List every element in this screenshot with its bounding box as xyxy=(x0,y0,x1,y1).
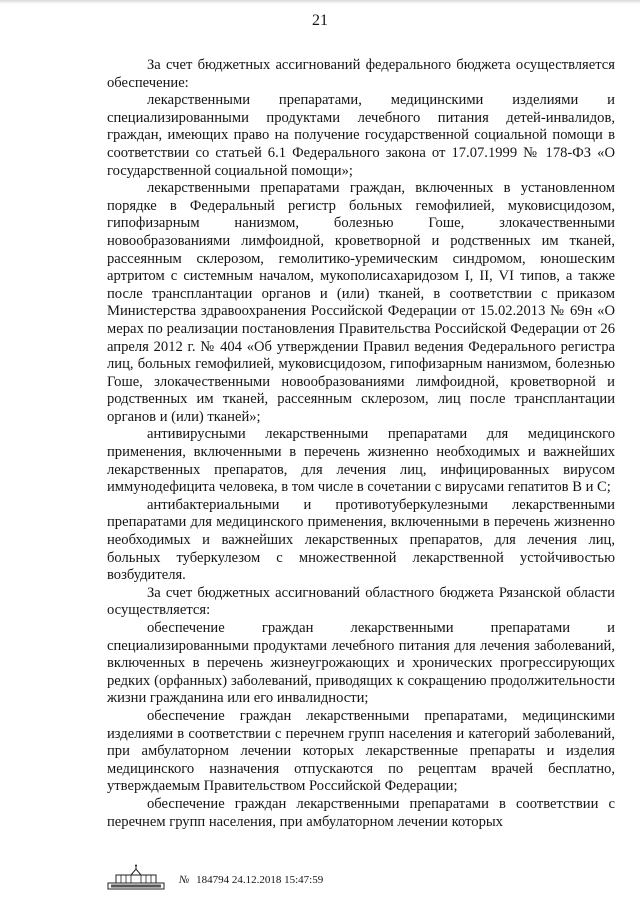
paragraph: обеспечение граждан лекарственными препаратами в соответствии с перечнем групп населения, при амбулаторном лечении которых xyxy=(107,795,615,830)
page-number: 21 xyxy=(312,12,328,29)
document-registration-stamp xyxy=(179,874,323,886)
kremlin-building-logo-icon xyxy=(107,864,165,890)
paragraph: обеспечение граждан лекарственными препаратами и специализированными продуктами лечебного питания для лечения заболеваний, включенных в перечень жизнеугрожающих и хронических прогрессирующих редких (орфанных) заболеваний, приводящих к сокращению продолжительности жизни гражданина или его инвалидности; xyxy=(107,620,615,707)
paragraph: лекарственными препаратами граждан, включенных в установленном порядке в Федеральный регистр больных гемофилией, муковисцидозом, гипофизарным нанизмом, болезнью Гоше, злокачественными новообразованиями лимфоидной, кроветворной и родственных им тканей, рассеянным склерозом, гемолитико-уремическим синдромом, юношеским артритом с системным началом, мукополисахаридозом I, II, VI типов, а также после трансплантации органов и (или) тканей, в соответствии с приказом Министерства здравоохранения Российской Федерации от 15.02.2013 № 69н «О мерах по реализации постановления Правительства Российской Федерации от 26 апреля 2012 г. № 404 «Об утверждении Правил ведения Федерального регистра лиц, больных гемофилией, муковисцидозом, гипофизарным нанизмом, болезнью Гоше, злокачественными новообразованиями лимфоидной, кроветворной и родственных им тканей, рассеянным склерозом, лиц после трансплантации органов и (или) тканей»; xyxy=(107,180,615,425)
document-body xyxy=(107,57,615,831)
paragraph: антивирусными лекарственными препаратами для медицинского применения, включенными в перечень жизненно необходимых и важнейших лекарственных препаратов, для лечения лиц, инфицированных вирусом иммунодефицита человека, в том числе в сочетании с вирусами гепатитов B и C; xyxy=(107,426,615,496)
document-footer xyxy=(107,860,323,890)
scan-top-edge xyxy=(0,0,640,4)
document-datetime: 24.12.2018 15:47:59 xyxy=(231,874,324,886)
document-number: 184794 xyxy=(196,874,230,886)
paragraph: обеспечение граждан лекарственными препаратами, медицинскими изделиями в соответствии с перечнем групп населения и категорий заболеваний, при амбулаторном лечении которых лекарственные препараты и изделия медицинского назначения отпускаются по рецептам врачей бесплатно, утверждаемым Правительством Российской Федерации; xyxy=(107,707,615,795)
paragraph: лекарственными препаратами, медицинскими изделиями и специализированными продуктами лечебного питания детей-инвалидов, граждан, имеющих право на получение государственной социальной помощи в соответствии со статьей 6.1 Федерального закона от 17.07.1999 № 178-ФЗ «О государственной социальной помощи»; xyxy=(107,92,615,179)
paragraph: За счет бюджетных ассигнований областного бюджета Рязанской области осуществляется: xyxy=(107,584,615,619)
paragraph: антибактериальными и противотуберкулезными лекарственными препаратами для медицинского применения, включенными в перечень жизненно необходимых и важнейших лекарственных препаратов, для лечения лиц, больных туберкулезом с множественной лекарственной устойчивостью возбудителя. xyxy=(107,496,615,584)
number-sign: № xyxy=(179,874,190,886)
paragraph: За счет бюджетных ассигнований федерального бюджета осуществляется обеспечение: xyxy=(107,57,615,91)
